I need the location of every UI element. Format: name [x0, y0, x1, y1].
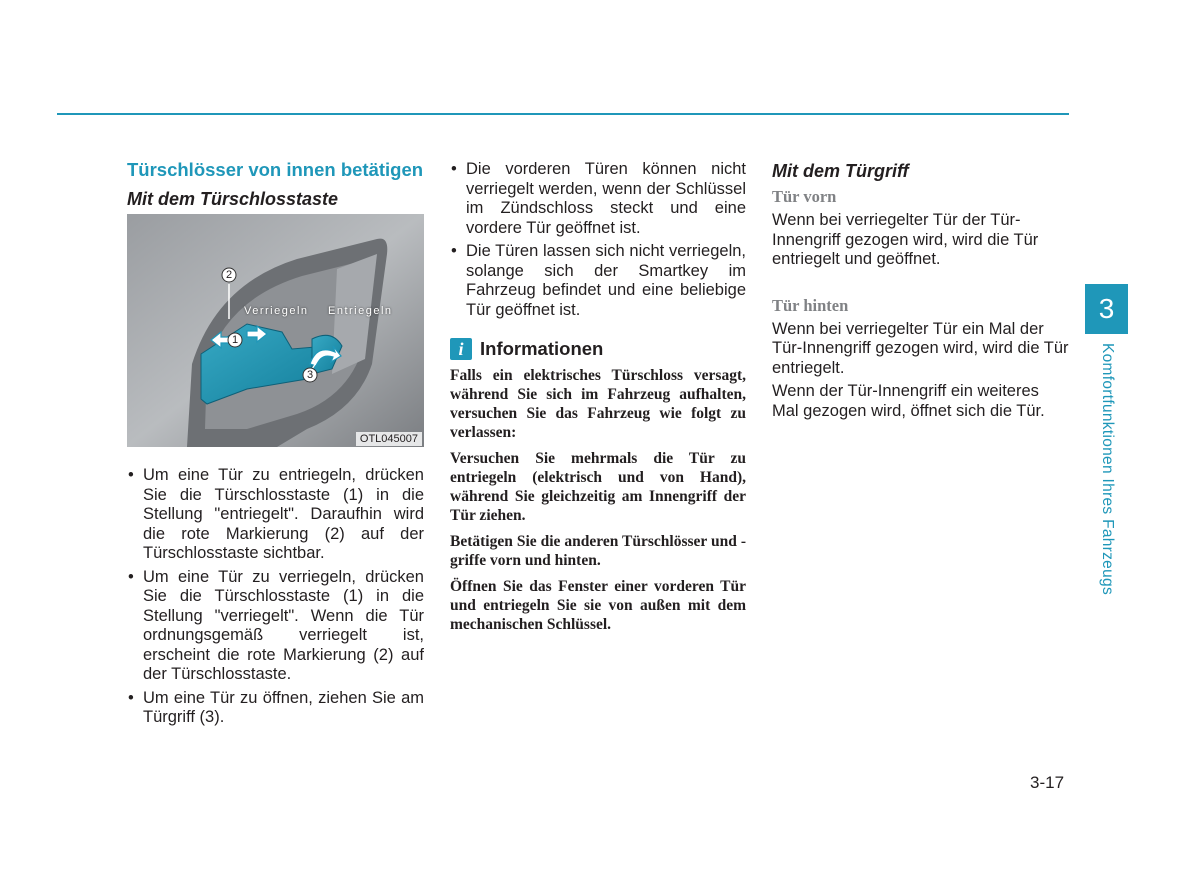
- list-item: • Um eine Tür zu öffnen, ziehen Sie am Türgriff (3).: [127, 689, 424, 728]
- left-bullet-list: [127, 466, 424, 728]
- list-item: • Um eine Tür zu verriegeln, drücken Sie die Türschlosstaste (1) in die Stellung "verriegelt". Wenn die Tür ordnungsgemäß verriegelt ist, erscheint die rote Markierung (2) auf der Türschlosstaste.: [127, 568, 424, 685]
- list-item: • Die Türen lassen sich nicht verriegeln, solange sich der Smartkey im Fahrzeug befindet und eine beliebige Tür geöffnet ist.: [450, 242, 746, 320]
- list-item: • Um eine Tür zu entriegeln, drücken Sie die Türschlosstaste (1) in die Stellung "entriegelt". Daraufhin wird die rote Markierung (2) auf der Türschlosstaste sichtbar.: [127, 466, 424, 564]
- header-rule: [57, 113, 1069, 115]
- info-title: Informationen: [480, 338, 604, 359]
- middle-bullet-list: [450, 160, 746, 320]
- section-title: Türschlösser von innen betätigen: [127, 159, 424, 180]
- callout-1: 1: [231, 334, 239, 346]
- list-item: • Die vorderen Türen können nicht verriegelt werden, wenn der Schlüssel im Zündschloss steckt und eine vordere Tür geöffnet ist.: [450, 160, 746, 238]
- callout-3: 3: [306, 369, 314, 381]
- chapter-title: Komfortfunktionen Ihres Fahrzeugs: [1099, 343, 1116, 595]
- page-number: 3-17: [1030, 773, 1065, 792]
- door-handle-illustration: [127, 214, 424, 447]
- info-paragraph: Versuchen Sie mehrmals die Tür zu entriegeln (elektrisch und von Hand), während Sie gleichzeitig am Innengriff der Tür ziehen.: [450, 450, 746, 524]
- front-door-text: Wenn bei verriegelter Tür der Tür-Innengriff gezogen wird, wird die Tür entriegelt und geöffnet.: [772, 211, 1039, 268]
- info-paragraph: Öffnen Sie das Fenster einer vorderen Tür und entriegeln Sie sie von außen mit dem mechanischen Schlüssel.: [450, 578, 746, 633]
- figure-label-lock: Verriegeln: [244, 305, 309, 317]
- info-paragraph: Betätigen Sie die anderen Türschlösser und -griffe vorn und hinten.: [450, 533, 746, 569]
- door-lock-figure: [127, 214, 424, 447]
- figure-label-unlock: Entriegeln: [328, 305, 393, 317]
- info-icon: i: [450, 338, 472, 360]
- middle-column: [450, 160, 746, 634]
- right-column: [772, 160, 1069, 421]
- rear-door-text: Wenn bei verriegelter Tür ein Mal der Tür-Innengriff gezogen wird, wird die Tür entriegelt.: [772, 319, 1069, 377]
- callout-2: 2: [225, 269, 233, 281]
- figure-code: OTL045007: [356, 432, 422, 446]
- front-door-title: Tür vorn: [772, 187, 837, 206]
- rear-door-text-2: Wenn der Tür-Innengriff ein weiteres Mal gezogen wird, öffnet sich die Tür.: [772, 382, 1045, 420]
- subheading-door-handle: Mit dem Türgriff: [772, 161, 909, 181]
- chapter-number-tab: 3: [1085, 284, 1128, 334]
- info-heading: [450, 338, 746, 360]
- info-paragraph: Falls ein elektrisches Türschloss versagt, während Sie sich im Fahrzeug aufhalten, versuchen Sie das Fahrzeug wie folgt zu verlassen:: [450, 367, 746, 441]
- rear-door-title: Tür hinten: [772, 295, 849, 315]
- subheading-door-lock-button: Mit dem Türschlosstaste: [127, 189, 339, 209]
- left-column: [127, 160, 424, 732]
